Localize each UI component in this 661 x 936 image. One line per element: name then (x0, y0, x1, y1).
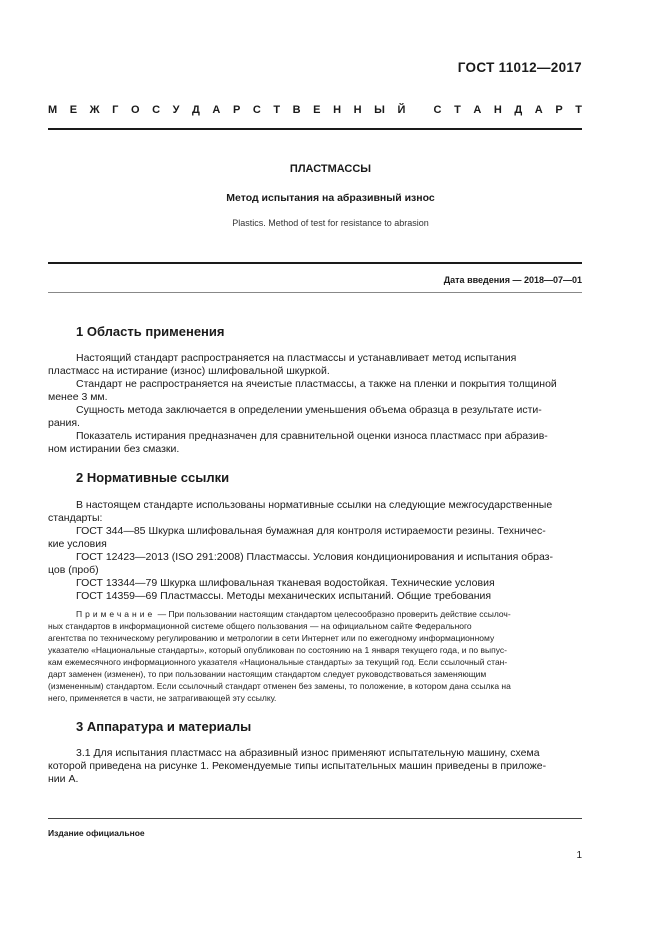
s1-p3-line2: рания. (48, 417, 80, 429)
reference-gost-13344: ГОСТ 13344—79 Шкурка шлифовальная тканевая водостойкая. Технические условия (76, 577, 495, 589)
s3-p1-line2: которой приведена на рисунке 1. Рекомендуемые типы испытательных машин приведены в приложе- (48, 760, 547, 772)
interstate-letter: Н (353, 104, 362, 116)
note-line7: (измененным) стандартом. Если ссылочный стандарт отменен без замены, то положение, в котором дана ссылка на (48, 681, 511, 691)
s1-p4-line2: ном истирании без смазки. (48, 443, 180, 455)
s1-p4-line1: Показатель истирания предназначен для сравнительной оценки износа пластмасс при абразив- (76, 430, 548, 442)
s2-intro-line1: В настоящем стандарте использованы нормативные ссылки на следующие межгосударственные (76, 499, 553, 511)
interstate-letter: У (172, 104, 180, 116)
note-line2: ных стандартов в информационной системе общего пользования — на официальном сайте Федерального (48, 621, 472, 631)
interstate-letter: Д (514, 104, 523, 116)
interstate-letter: А (473, 104, 482, 116)
interstate-standard-banner (48, 104, 582, 116)
standard-subtitle: Метод испытания на абразивный износ (226, 192, 435, 204)
interstate-letter: А (212, 104, 221, 116)
interstate-letter: Р (555, 104, 563, 116)
interstate-letter: С (433, 104, 442, 116)
standard-english-title: Plastics. Method of test for resistance to abrasion (232, 218, 429, 228)
interstate-letter: Е (313, 104, 321, 116)
interstate-letter: В (292, 104, 301, 116)
s1-p2-line1: Стандарт не распространяется на ячеистые пластмассы, а также на пленки и покрытия толщиной (76, 378, 557, 390)
reference-gost-344: ГОСТ 344—85 Шкурка шлифовальная бумажная для контроля истираемости резины. Техничес- (76, 525, 546, 537)
interstate-letter: Д (192, 104, 200, 116)
interstate-letter: Ы (374, 104, 385, 116)
interstate-letter: Й (397, 104, 406, 116)
interstate-letter (418, 104, 421, 116)
standard-title: ПЛАСТМАССЫ (289, 163, 372, 175)
section-3-heading: 3 Аппаратура и материалы (76, 719, 252, 734)
s3-p1-line3: нии А. (48, 773, 79, 785)
reference-gost-14359: ГОСТ 14359—69 Пластмассы. Методы механических испытаний. Общие требования (76, 590, 492, 602)
note-label: Примечание (76, 609, 156, 619)
official-edition-label: Издание официальное (48, 828, 145, 838)
interstate-letter: Е (69, 104, 78, 116)
note-line6: дарт заменен (изменен), то при пользовании настоящим стандартом следует руководствоваться заменяющим (48, 669, 487, 679)
interstate-letter: С (252, 104, 261, 116)
note-line5: кам ежемесячного информационного указателя «Национальные стандарты» за текущий год. Если ссылочный стан- (48, 657, 508, 667)
s1-p3-line1: Сущность метода заключается в определении уменьшения объема образца в результате исти- (76, 404, 542, 416)
interstate-letter: Г (112, 104, 119, 116)
interstate-letter: Н (493, 104, 502, 116)
interstate-letter: Т (575, 104, 582, 116)
footer-rule (48, 818, 582, 819)
s1-p1-line1: Настоящий стандарт распространяется на пластмассы и устанавливает метод испытания (76, 352, 517, 364)
reference-gost-12423: ГОСТ 12423—2013 (ISO 291:2008) Пластмассы. Условия кондиционирования и испытания образ- (76, 551, 553, 563)
introduction-date: Дата введения — 2018—07—01 (443, 275, 582, 285)
s2-intro-line2: стандарты: (48, 512, 103, 524)
note-line8: него, применяется в части, не затрагивающей эту ссылку. (48, 693, 277, 703)
document-number: ГОСТ 11012—2017 (457, 60, 582, 75)
interstate-letter: М (48, 104, 58, 116)
s1-p2-line2: менее 3 мм. (48, 391, 108, 403)
note-line3: агентства по техническому регулированию и метрологии в сети Интернет или по ежегодному информационному (48, 633, 495, 643)
date-rule (48, 292, 582, 293)
interstate-letter: Ж (89, 104, 100, 116)
section-2-heading: 2 Нормативные ссылки (76, 470, 230, 485)
header-rule (48, 128, 582, 130)
interstate-letter: Н (333, 104, 342, 116)
interstate-letter: С (152, 104, 161, 116)
interstate-letter: Р (232, 104, 241, 116)
interstate-letter: Т (273, 104, 281, 116)
interstate-letter: О (130, 104, 140, 116)
reference-gost-12423-cont: цов (проб) (48, 564, 99, 576)
note-line1 (76, 608, 582, 620)
interstate-letter: А (534, 104, 543, 116)
s1-p1-line2: пластмасс на истирание (износ) шлифовальной шкуркой. (48, 365, 330, 377)
note-line4: указателю «Национальные стандарты», который опубликован по состоянию на 1 января текущего года, и по выпус- (48, 645, 507, 655)
reference-gost-344-cont: кие условия (48, 538, 107, 550)
interstate-letter: Т (454, 104, 461, 116)
section-1-heading: 1 Область применения (76, 324, 225, 339)
note-text-start: — При пользовании настоящим стандартом целесообразно проверить действие ссылоч- (155, 609, 511, 619)
page-number: 1 (576, 850, 582, 861)
s3-p1-line1: 3.1 Для испытания пластмасс на абразивный износ применяют испытательную машину, схема (76, 747, 540, 759)
title-rule (48, 262, 582, 264)
